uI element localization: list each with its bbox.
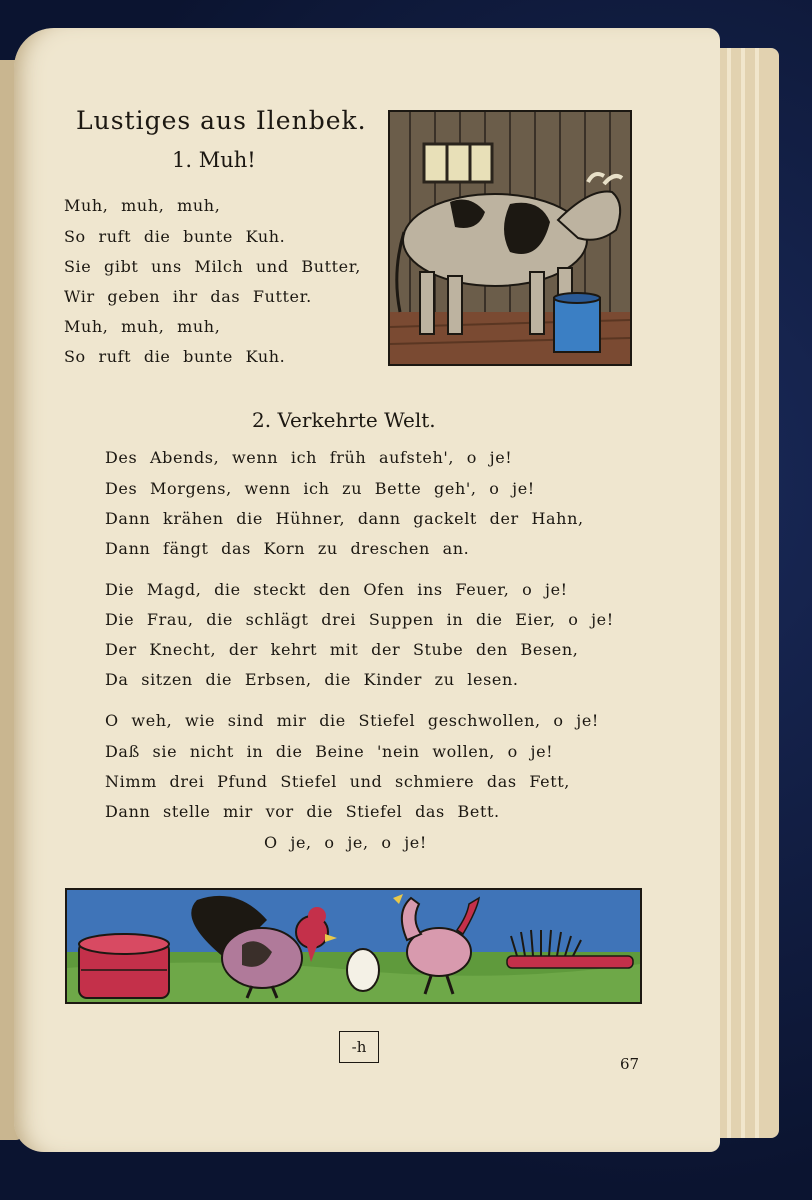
poem-line: Daß sie nicht in die Beine 'nein wollen, o je! [105, 742, 554, 761]
poem-line: Muh, muh, muh, [64, 317, 221, 336]
poem-line: Dann krähen die Hühner, dann gackelt der Hahn, [105, 509, 584, 528]
book-page-stack-right [715, 48, 779, 1138]
poem-line: Die Magd, die steckt den Ofen ins Feuer, o je! [105, 580, 568, 599]
poem-line: Wir geben ihr das Futter. [64, 287, 312, 306]
printer-signature-mark: -h [339, 1031, 379, 1063]
poem-line: Dann stelle mir vor die Stiefel das Bett. [105, 802, 500, 821]
poem-line: Da sitzen die Erbsen, die Kinder zu lesen. [105, 670, 519, 689]
farmyard-picture [67, 890, 640, 1002]
poem-2-heading: 2. Verkehrte Welt. [252, 408, 436, 432]
poem-line: So ruft die bunte Kuh. [64, 227, 286, 246]
cow-picture [390, 112, 630, 364]
poem-line: Dann fängt das Korn zu dreschen an. [105, 539, 470, 558]
cow-illustration [388, 110, 632, 366]
farmyard-frieze-illustration [65, 888, 642, 1004]
poem-closing-line: O je, o je, o je! [264, 833, 427, 852]
poem-line: Des Morgens, wenn ich zu Bette geh', o je! [105, 479, 535, 498]
poem-line: So ruft die bunte Kuh. [64, 347, 286, 366]
page-number: 67 [620, 1055, 640, 1073]
poem-1-heading: 1. Muh! [172, 148, 256, 172]
poem-line: Der Knecht, der kehrt mit der Stube den Besen, [105, 640, 579, 659]
poem-line: Nimm drei Pfund Stiefel und schmiere das Fett, [105, 772, 570, 791]
poem-line: Sie gibt uns Milch und Butter, [64, 257, 361, 276]
poem-line: Die Frau, die schlägt drei Suppen in die Eier, o je! [105, 610, 614, 629]
page-title: Lustiges aus Ilenbek. [76, 106, 367, 135]
poem-line: O weh, wie sind mir die Stiefel geschwollen, o je! [105, 711, 599, 730]
poem-line: Des Abends, wenn ich früh aufsteh', o je! [105, 448, 513, 467]
poem-line: Muh, muh, muh, [64, 196, 221, 215]
